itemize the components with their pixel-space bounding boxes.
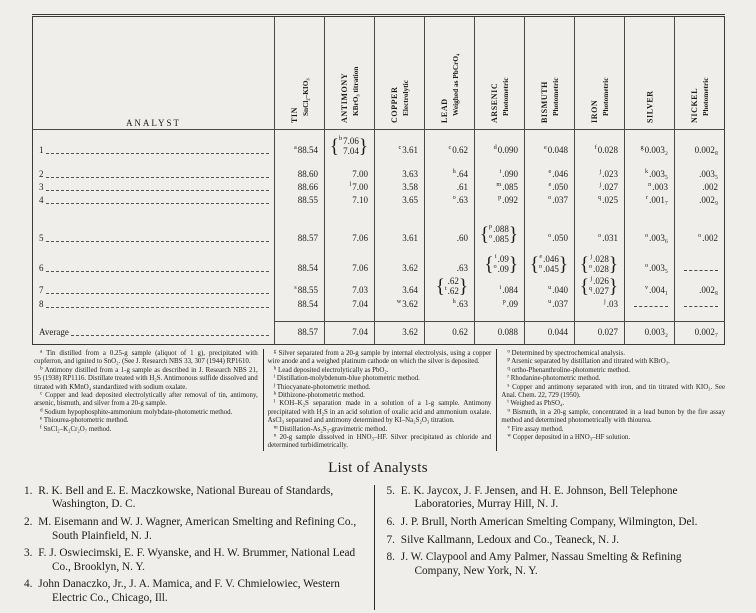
analyst-text: F. J. Oswiecimski, E. F. Wyanske, and H. W. Brummer, National Lead Co., Brooklyn, N. Y. bbox=[35, 547, 356, 573]
row-label-cell: 4 bbox=[33, 194, 275, 207]
value-cell: $^o$.003₆ bbox=[625, 223, 675, 245]
footnote bbox=[501, 358, 725, 366]
value-cell: { $^b$7.06 7.04 } bbox=[325, 130, 375, 163]
no-value-dashes bbox=[684, 262, 718, 271]
row-label-cell: 1 bbox=[33, 130, 275, 163]
column-header bbox=[475, 16, 525, 130]
column-header bbox=[325, 16, 375, 130]
row-label-cell: 7 bbox=[33, 275, 275, 297]
footnote-text: ortho-Phenanthroline-photometric method. bbox=[509, 366, 630, 374]
footnote-letter: h bbox=[273, 365, 277, 372]
value-cell: $^u$.040 bbox=[525, 275, 575, 297]
column-header bbox=[575, 16, 625, 130]
analyst-number: 8. bbox=[386, 551, 395, 564]
footnote bbox=[34, 350, 258, 367]
analyst-list-item bbox=[387, 551, 729, 578]
rotated-header-text bbox=[339, 23, 361, 123]
right-brace: } bbox=[608, 252, 618, 276]
right-brace: } bbox=[608, 274, 618, 298]
left-brace: { bbox=[579, 274, 589, 298]
value-cell: 88.54 bbox=[275, 253, 325, 275]
value-cell: $^c$3.61 bbox=[375, 130, 425, 163]
analyst-list-item bbox=[24, 547, 366, 574]
right-brace: } bbox=[508, 222, 518, 246]
footnotes-column-1 bbox=[30, 349, 263, 451]
footnote bbox=[501, 400, 725, 408]
method-name: SnCl₂–KIO₃ bbox=[300, 78, 310, 116]
value-cell: $^a$88.54 bbox=[275, 130, 325, 163]
analyst-text: Silve Kallmann, Ledoux and Co., Teaneck, N. J. bbox=[397, 533, 620, 546]
results-table bbox=[32, 14, 725, 345]
table-row bbox=[33, 223, 725, 245]
method-name: Photometric bbox=[700, 77, 710, 116]
table-row bbox=[33, 322, 725, 345]
footnote-text: Sodium hypophosphite-ammonium molybdate-photometric method. bbox=[42, 408, 233, 416]
footnote-text: Copper deposited in a HNO₃–HF solution. bbox=[511, 434, 631, 442]
footnote-text: SnCl₂–K₂Cr₂O₇ method. bbox=[41, 425, 112, 433]
footnote-letter: v bbox=[507, 424, 510, 431]
footnote bbox=[34, 392, 258, 409]
column-header bbox=[375, 16, 425, 130]
footnote-text: Lead deposited electrolytically as PbO₂. bbox=[276, 366, 389, 374]
rotated-header-text bbox=[539, 23, 561, 123]
footnotes-section bbox=[30, 349, 730, 451]
rotated-header-text bbox=[689, 23, 711, 123]
footnote-letter: k bbox=[273, 390, 277, 397]
value-cell: .61 bbox=[425, 181, 475, 194]
footnote-letter: f bbox=[40, 424, 42, 431]
element-name: NICKEL bbox=[689, 87, 699, 123]
footnote-text: Thiourea-photometric method. bbox=[42, 417, 129, 425]
column-header bbox=[625, 16, 675, 130]
footnote bbox=[501, 426, 725, 434]
rotated-header-text bbox=[389, 23, 411, 123]
value-cell: 88.57 bbox=[275, 223, 325, 245]
value-cell: 0.002₇ bbox=[675, 322, 725, 345]
value-cell: 0.62 bbox=[425, 322, 475, 345]
value-cell: $^u$.037 bbox=[525, 297, 575, 311]
footnote-letter: d bbox=[40, 407, 43, 414]
footnote-letter: b bbox=[40, 365, 43, 372]
value-cell: .63 bbox=[425, 253, 475, 275]
analyst-list-item bbox=[24, 485, 366, 512]
spacer-row bbox=[33, 207, 725, 223]
analyst-text: J. P. Brull, North American Smelting Company, Wilmington, Del. bbox=[397, 516, 698, 529]
footnote bbox=[268, 375, 492, 383]
footnote-letter: o bbox=[507, 348, 510, 355]
dotted-leader bbox=[46, 292, 270, 294]
analyst-list-item bbox=[387, 516, 729, 530]
value-cell: $^e$0.048 bbox=[525, 130, 575, 163]
value-cell: .003₅ bbox=[675, 168, 725, 181]
footnote-letter: n bbox=[273, 432, 277, 439]
footnote bbox=[268, 367, 492, 375]
value-cell: 7.06 bbox=[325, 253, 375, 275]
value-cell: .002₉ bbox=[675, 194, 725, 207]
value-cell: $^i$.090 bbox=[475, 168, 525, 181]
left-brace: { bbox=[479, 222, 489, 246]
method-name: Photometric bbox=[600, 77, 610, 116]
value-cell: $^l$7.00 bbox=[325, 181, 375, 194]
element-name: IRON bbox=[589, 99, 599, 123]
footnote-text: Rhodanine-photometric method. bbox=[509, 375, 601, 383]
footnote-text: Determined by spectrochemical analysis. bbox=[509, 350, 625, 357]
footnote bbox=[501, 384, 725, 401]
value-cell: $^w$3.62 bbox=[375, 297, 425, 311]
analyst-text: John Danaczko, Jr., J. A. Mamica, and F. V. Chmielowiec, Western Electric Co., Chicago, Ill. bbox=[35, 578, 340, 605]
value-cell: $^r$.001₇ bbox=[625, 194, 675, 207]
value-cell: $^o$.003₅ bbox=[625, 253, 675, 275]
value-cell: 7.04 bbox=[325, 297, 375, 311]
value-cell: 7.04 bbox=[325, 322, 375, 345]
right-brace: } bbox=[358, 134, 368, 158]
row-label-cell: 5 bbox=[33, 223, 275, 245]
value-cell: $^g$0.003₂ bbox=[625, 130, 675, 163]
spacer-row bbox=[33, 311, 725, 322]
footnote-letter: m bbox=[273, 424, 278, 431]
footnote-letter: w bbox=[507, 432, 512, 439]
footnote bbox=[34, 409, 258, 417]
value-cell: 0.088 bbox=[475, 322, 525, 345]
footnote bbox=[268, 350, 492, 367]
dotted-leader bbox=[46, 270, 270, 272]
row-label-cell: 6 bbox=[33, 253, 275, 275]
footnote bbox=[501, 434, 725, 442]
analyst-list-title: List of Analysts bbox=[328, 459, 428, 476]
value-cell: $^o$.050 bbox=[525, 223, 575, 245]
footnote-letter: q bbox=[507, 365, 510, 372]
spacer-row bbox=[33, 245, 725, 253]
value-cell: 0.044 bbox=[525, 322, 575, 345]
footnote-text: Copper and lead deposited electrolytically after removal of tin, antimony, arsenic, bismuth, and silver from a 20-g sample. bbox=[34, 392, 258, 408]
value-cell: .60 bbox=[425, 223, 475, 245]
rotated-header-text bbox=[439, 23, 461, 123]
value-cell: .002 bbox=[675, 181, 725, 194]
analyst-list-left-column bbox=[22, 485, 374, 610]
column-header bbox=[675, 16, 725, 130]
value-cell: { $^j$.026 $^q$.027 } bbox=[575, 275, 625, 297]
value-cell: 0.002₈ bbox=[675, 130, 725, 163]
footnote bbox=[34, 426, 258, 434]
rotated-header-text bbox=[289, 23, 311, 123]
footnote-text: Copper and antimony separated with iron, and tin titrated with KIO₃. See Anal. Chem. 22, 729 (1950). bbox=[501, 383, 726, 400]
value-cell bbox=[625, 297, 675, 311]
value-cell: 88.57 bbox=[275, 322, 325, 345]
table-row bbox=[33, 181, 725, 194]
value-cell: 3.62 bbox=[375, 253, 425, 275]
element-name: ANTIMONY bbox=[339, 72, 349, 123]
value-cell: $^e$.046 bbox=[525, 168, 575, 181]
value-cell: $^p$.092 bbox=[475, 194, 525, 207]
table-row bbox=[33, 194, 725, 207]
table-row bbox=[33, 275, 725, 297]
element-name: ARSENIC bbox=[489, 82, 499, 123]
value-cell: 88.54 bbox=[275, 297, 325, 311]
value-cell: { $^j$.028 $^o$.028 } bbox=[575, 253, 625, 275]
value-cell: 0.027 bbox=[575, 322, 625, 345]
left-brace: { bbox=[579, 252, 589, 276]
value-cell: $^i$.084 bbox=[475, 275, 525, 297]
footnote bbox=[34, 417, 258, 425]
method-name: Electrolytic bbox=[400, 80, 410, 116]
analyst-list-item bbox=[387, 534, 729, 548]
dotted-leader bbox=[71, 334, 269, 336]
value-cell: { $^e$.046 $^o$.045 } bbox=[525, 253, 575, 275]
footnote-letter: u bbox=[507, 407, 510, 414]
column-header bbox=[425, 16, 475, 130]
document-page bbox=[0, 14, 756, 613]
value-cell: $^j$.03 bbox=[575, 297, 625, 311]
footnote-letter: c bbox=[40, 390, 43, 397]
left-brace: { bbox=[529, 252, 539, 276]
value-cell: $^v$.004₁ bbox=[625, 275, 675, 297]
footnote-letter: l bbox=[273, 398, 276, 405]
footnote-letter: i bbox=[273, 373, 276, 380]
value-cell: $^h$.63 bbox=[425, 297, 475, 311]
value-cell: .002₈ bbox=[675, 275, 725, 297]
value-cell: $^e$.050 bbox=[525, 181, 575, 194]
value-cell: 7.03 bbox=[325, 275, 375, 297]
rotated-header-text bbox=[644, 23, 655, 123]
dotted-leader bbox=[46, 189, 270, 191]
value-cell: $^h$.64 bbox=[425, 168, 475, 181]
element-name: TIN bbox=[289, 106, 299, 123]
dotted-leader bbox=[46, 152, 270, 154]
footnote-text: Thiocyanate-photometric method. bbox=[275, 383, 371, 391]
dotted-leader bbox=[46, 240, 270, 242]
footnote bbox=[501, 367, 725, 375]
footnote-letter: e bbox=[40, 415, 43, 422]
value-cell: $^n$.003 bbox=[625, 181, 675, 194]
dotted-leader bbox=[46, 176, 270, 178]
value-cell bbox=[675, 297, 725, 311]
footnote-letter: j bbox=[273, 382, 276, 389]
analyst-text: R. K. Bell and E. E. Maczkowske, National Bureau of Standards, Washington, D. C. bbox=[35, 484, 334, 511]
analyst-list-item bbox=[24, 578, 366, 605]
footnotes-column-3 bbox=[496, 349, 730, 451]
footnotes-column-2 bbox=[263, 349, 497, 451]
table-row bbox=[33, 168, 725, 181]
value-cell: 7.06 bbox=[325, 223, 375, 245]
method-name: Photometric bbox=[550, 77, 560, 116]
footnote-text: Bismuth, in a 20-g sample, concentrated in a lead button by the fire assay method and determined photometrically with thiourea. bbox=[501, 408, 726, 425]
rotated-header-text bbox=[589, 23, 611, 123]
row-label-cell: 2 bbox=[33, 168, 275, 181]
value-cell: $^m$.085 bbox=[475, 181, 525, 194]
footnote bbox=[268, 434, 492, 451]
value-cell: { $^i$.09 $^o$.09 } bbox=[475, 253, 525, 275]
row-label-cell: 8 bbox=[33, 297, 275, 311]
analyst-number: 1. bbox=[24, 484, 33, 497]
analyst-text: E. K. Jaycox, J. F. Jensen, and H. E. Johnson, Bell Telephone Laboratories, Murray Hill, N. J. bbox=[397, 484, 678, 511]
analyst-text: M. Eisemann and W. J. Wagner, American Smelting and Refining Co., South Plainfield, N. J. bbox=[35, 516, 357, 542]
value-cell: 3.61 bbox=[375, 223, 425, 245]
left-brace: { bbox=[435, 274, 445, 298]
value-cell: { $^p$.088 $^o$.085 } bbox=[475, 223, 525, 245]
value-cell: 3.62 bbox=[375, 322, 425, 345]
footnote-letter: g bbox=[273, 348, 277, 355]
element-name: LEAD bbox=[439, 98, 449, 123]
value-cell: $^s$88.55 bbox=[275, 275, 325, 297]
value-cell: $^j$.027 bbox=[575, 181, 625, 194]
analyst-number: 5. bbox=[386, 484, 395, 497]
value-cell: $^q$.025 bbox=[575, 194, 625, 207]
right-brace: } bbox=[458, 274, 468, 298]
left-brace: { bbox=[484, 252, 494, 276]
footnote-letter: r bbox=[507, 373, 510, 380]
value-cell: 3.64 bbox=[375, 275, 425, 297]
value-cell: { .62 $^t$.62 } bbox=[425, 275, 475, 297]
column-header bbox=[525, 16, 575, 130]
value-cell: $^j$.023 bbox=[575, 168, 625, 181]
footnote bbox=[34, 367, 258, 392]
no-value-dashes bbox=[634, 298, 668, 307]
analyst-list bbox=[22, 485, 736, 610]
footnote bbox=[268, 400, 492, 425]
left-brace: { bbox=[329, 134, 339, 158]
right-brace: } bbox=[508, 252, 518, 276]
value-cell: 88.66 bbox=[275, 181, 325, 194]
footnote-text: Tin distilled from a 0.25-g sample (aliquot of 1 g), precipitated with cupferron, and ignited to SnO₂. (See J. Research NBS 33, 307 (1944) RP1610. bbox=[34, 350, 258, 366]
value-cell: 7.10 bbox=[325, 194, 375, 207]
row-label-cell: 3 bbox=[33, 181, 275, 194]
analyst-list-right-column bbox=[374, 485, 737, 610]
dotted-leader bbox=[46, 306, 270, 308]
footnote-text: KOH–K₂S separation made in a solution of a 1-g sample. Antimony precipitated with H₂S in an acid solution of oxalic acid and ammonium oxalate. AsCl₃ separated and antimony determined by KI–Na₂S₂O₃ titration. bbox=[267, 400, 492, 425]
analyst-number: 3. bbox=[24, 547, 33, 560]
footnote bbox=[501, 409, 725, 426]
table-row bbox=[33, 297, 725, 311]
footnote-text: Dithizone-photometric method. bbox=[276, 392, 365, 400]
value-cell: $^o$.002 bbox=[675, 223, 725, 245]
right-brace: } bbox=[558, 252, 568, 276]
value-cell: $^c$0.62 bbox=[425, 130, 475, 163]
value-cell: $^d$0.090 bbox=[475, 130, 525, 163]
analyst-number: 6. bbox=[386, 516, 395, 529]
value-cell: 7.00 bbox=[325, 168, 375, 181]
footnote-letter: p bbox=[507, 356, 510, 363]
analyst-number: 2. bbox=[24, 516, 33, 529]
element-name: COPPER bbox=[389, 86, 399, 123]
column-header bbox=[275, 16, 325, 130]
value-cell: 88.55 bbox=[275, 194, 325, 207]
value-cell: $^o$.037 bbox=[525, 194, 575, 207]
footnote-text: Weighed as PbSO₄. bbox=[508, 400, 565, 408]
value-cell: 3.63 bbox=[375, 168, 425, 181]
footnote-letter: t bbox=[507, 398, 509, 405]
value-cell: 88.60 bbox=[275, 168, 325, 181]
no-value-dashes bbox=[684, 298, 718, 307]
footnote-text: Distillation-molybdenum-blue photometric method. bbox=[275, 375, 420, 383]
footnote-letter: s bbox=[507, 382, 510, 389]
footnote-text: Fire assay method. bbox=[509, 425, 564, 433]
value-cell: 0.003₂ bbox=[625, 322, 675, 345]
row-label-cell: Average bbox=[33, 322, 275, 345]
footnote-text: Distillation-As₂S₃-gravimetric method. bbox=[277, 425, 388, 433]
footnote bbox=[268, 384, 492, 392]
value-cell: 3.58 bbox=[375, 181, 425, 194]
method-name: Photometric bbox=[500, 77, 510, 116]
analyst-number: 4. bbox=[24, 578, 33, 591]
element-name: SILVER bbox=[645, 90, 654, 123]
method-name: KBrO₃ titration bbox=[350, 66, 360, 116]
dotted-leader bbox=[46, 202, 270, 204]
footnote-text: Antimony distilled from a 1-g sample as described in J. Research NBS 21, 95 (1938) RP1116. Distillate treated with H₂S. Antimonous sulfide dissolved and titrated with KMnO₄ standardized with sodium oxalate. bbox=[34, 366, 258, 391]
table-header-row bbox=[33, 16, 725, 130]
footnote-text: Arsenic separated by distillation and titrated with KBrO₃. bbox=[509, 358, 670, 366]
analyst-text: J. W. Claypool and Amy Palmer, Nassau Smelting & Refining Company, New York, N. Y. bbox=[397, 551, 682, 577]
value-cell: $^o$.031 bbox=[575, 223, 625, 245]
value-cell: $^o$.63 bbox=[425, 194, 475, 207]
footnote-text: 20-g sample dissolved in HNO₃–HF. Silver precipitated as chloride and determined turbidimetrically. bbox=[267, 434, 492, 450]
rotated-header-text bbox=[489, 23, 511, 123]
analyst-column-header: ANALYST bbox=[33, 16, 275, 130]
analyst-number: 7. bbox=[386, 533, 395, 546]
footnote-letter: a bbox=[40, 348, 43, 355]
analyst-list-item bbox=[24, 516, 366, 543]
value-cell: $^k$.003₅ bbox=[625, 168, 675, 181]
element-name: BISMUTH bbox=[539, 81, 549, 123]
value-cell: $^p$.09 bbox=[475, 297, 525, 311]
analyst-list-item bbox=[387, 485, 729, 512]
value-cell bbox=[675, 253, 725, 275]
footnote-text: Silver separated from a 20-g sample by internal electrolysis, using a copper wire anode and a weighed platinum cathode on which the silver is deposited. bbox=[267, 350, 492, 366]
table-row bbox=[33, 130, 725, 163]
value-cell: 3.65 bbox=[375, 194, 425, 207]
footnote bbox=[268, 426, 492, 434]
table-row bbox=[33, 253, 725, 275]
value-cell: $^f$0.028 bbox=[575, 130, 625, 163]
method-name: Weighed as PbCrO₄ bbox=[450, 53, 460, 116]
footnote bbox=[501, 375, 725, 383]
